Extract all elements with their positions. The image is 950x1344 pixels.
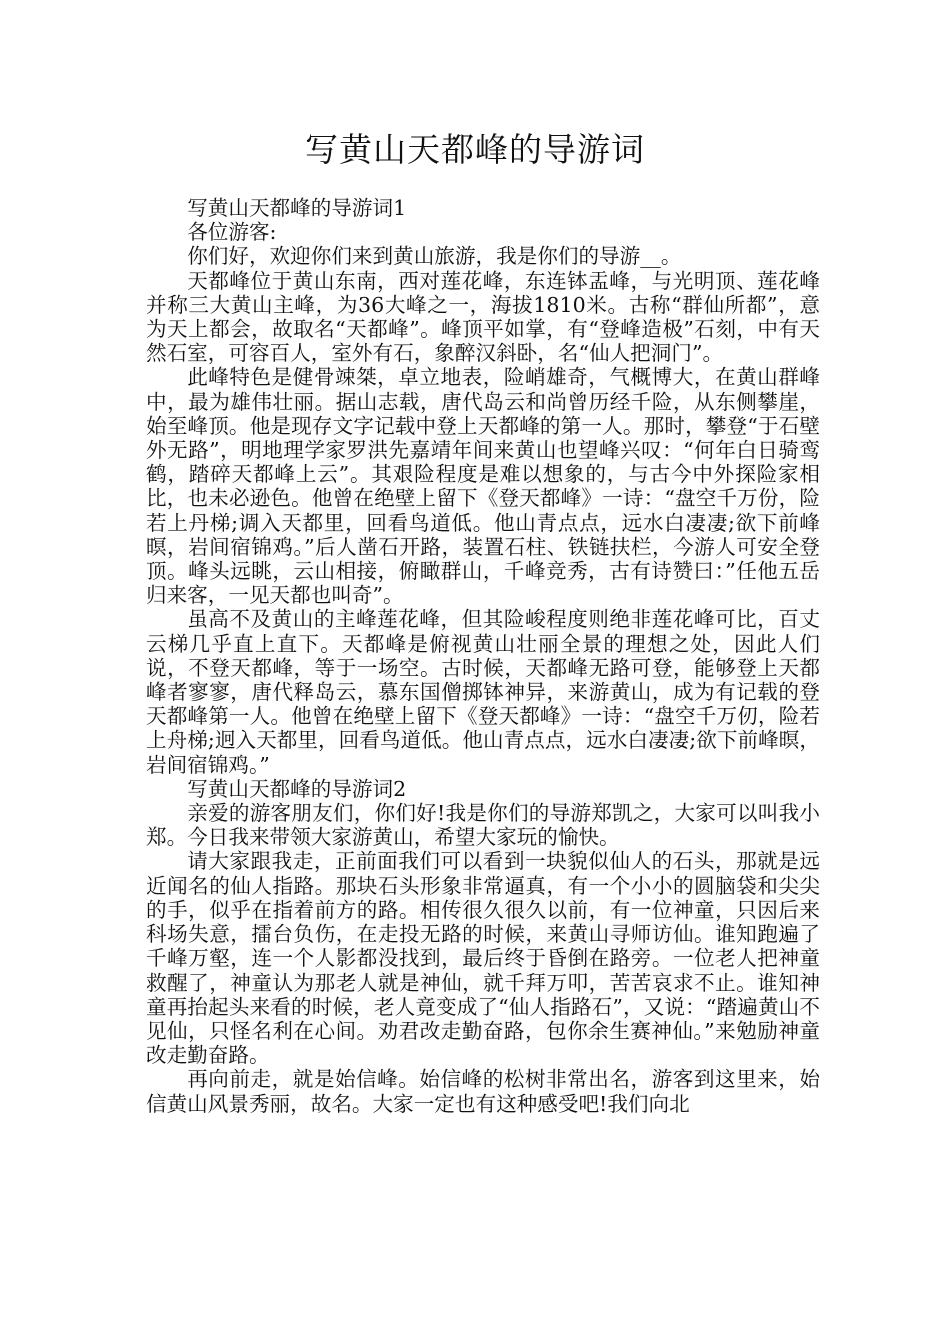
paragraph-immortal-stone: 请大家跟我走，正前面我们可以看到一块貌似仙人的石头，那就是远近闻名的仙人指路。那块石头形象非常逼真，有一个小小的圆脑袋和尖尖的手，似乎在指着前方的路。相传很久很久以前，有一位神童，只因后来科场失意，擂台负伤，在走投无路的时候，来黄山寻师访仙。谁知跑遍了千峰万壑，连一个人影都没找到，最后终于昏倒在路旁。一位老人把神童救醒了，神童认为那老人就是神仙，就千拜万叩，苦苦哀求不止。谁知神童再抬起头来看的时候，老人竟变成了“仙人指路石”，又说：“踏遍黄山不见仙，只怪名利在心间。劝君改走勤奋路，包你余生赛神仙。”来勉励神童改走勤奋路。: [146, 849, 820, 1068]
document-title: 写黄山天都峰的导游词: [305, 130, 645, 169]
paragraph-features: 此峰特色是健骨竦桀，卓立地表，险峭雄奇，气概博大，在黄山群峰中，最为雄伟壮丽。据山志载，唐代岛云和尚曾历经千险，从东侧攀崖，始至峰顶。他是现存文字记载中登上天都峰的第一人。那时，攀登“于石壁外无路”，明地理学家罗洪先嘉靖年间来黄山也望峰兴叹：“何年白日骑鸾鹤，踏碎天都峰上云”。其艰险程度是难以想象的，与古今中外探险家相比，也未必逊色。他曾在绝壁上留下《登天都峰》一诗：“盘空千万份，险若上丹梯;调入天都里，回看鸟道低。他山青点点，远水白凄凄;欲下前峰暝，岩间宿锦鸡。”后人凿石开路，装置石柱、铁链扶栏，今游人可安全登顶。峰头远眺，云山相接，俯瞰群山，千峰竞秀，古有诗赞曰：”任他五岳归来客，一见天都也叫奇”。: [146, 365, 820, 608]
section-heading-2: 写黄山天都峰的导游词2: [187, 776, 407, 801]
paragraph-height: 虽高不及黄山的主峰莲花峰，但其险峻程度则绝非莲花峰可比，百丈云梯几乎直上直下。天都峰是俯视黄山壮丽全景的理想之处，因此人们说，不登天都峰，等于一场空。古时候，天都峰无路可登，能够登上天都峰者寥寥，唐代释岛云，慕东国僧掷钵神异，来游黄山，成为有记载的登天都峰第一人。他曾在绝壁上留下《登天都峰》一诗：“盘空千万仞，险若上舟梯;迥入天都里，回看鸟道低。他山青点点，远水白凄凄;欲下前峰暝，岩间宿锦鸡。”: [146, 607, 820, 777]
greeting-line: 各位游客:: [187, 220, 277, 245]
paragraph-intro: 亲爱的游客朋友们，你们好!我是你们的导游郑凯之，大家可以叫我小郑。今日我来带领大家游黄山，希望大家玩的愉快。: [146, 801, 820, 850]
paragraph-shixin-peak: 再向前走，就是始信峰。始信峰的松树非常出名，游客到这里来，始信黄山风景秀丽，故名。大家一定也有这种感受吧!我们向北: [146, 1067, 820, 1116]
paragraph-welcome: 你们好，欢迎你们来到黄山旅游，我是你们的导游__。: [187, 244, 682, 269]
document-body: [146, 196, 820, 1116]
paragraph-location: 天都峰位于黄山东南，西对莲花峰，东连钵盂峰，与光明顶、莲花峰并称三大黄山主峰，为36大峰之一，海拔1810米。古称“群仙所都”，意为天上都会，故取名“天都峰”。峰顶平如掌，有“登峰造极”石刻，中有天然石室，可容百人，室外有石，象醉汉斜卧，名“仙人把洞门”。: [146, 268, 820, 366]
section-heading-1: 写黄山天都峰的导游词1: [187, 196, 407, 220]
